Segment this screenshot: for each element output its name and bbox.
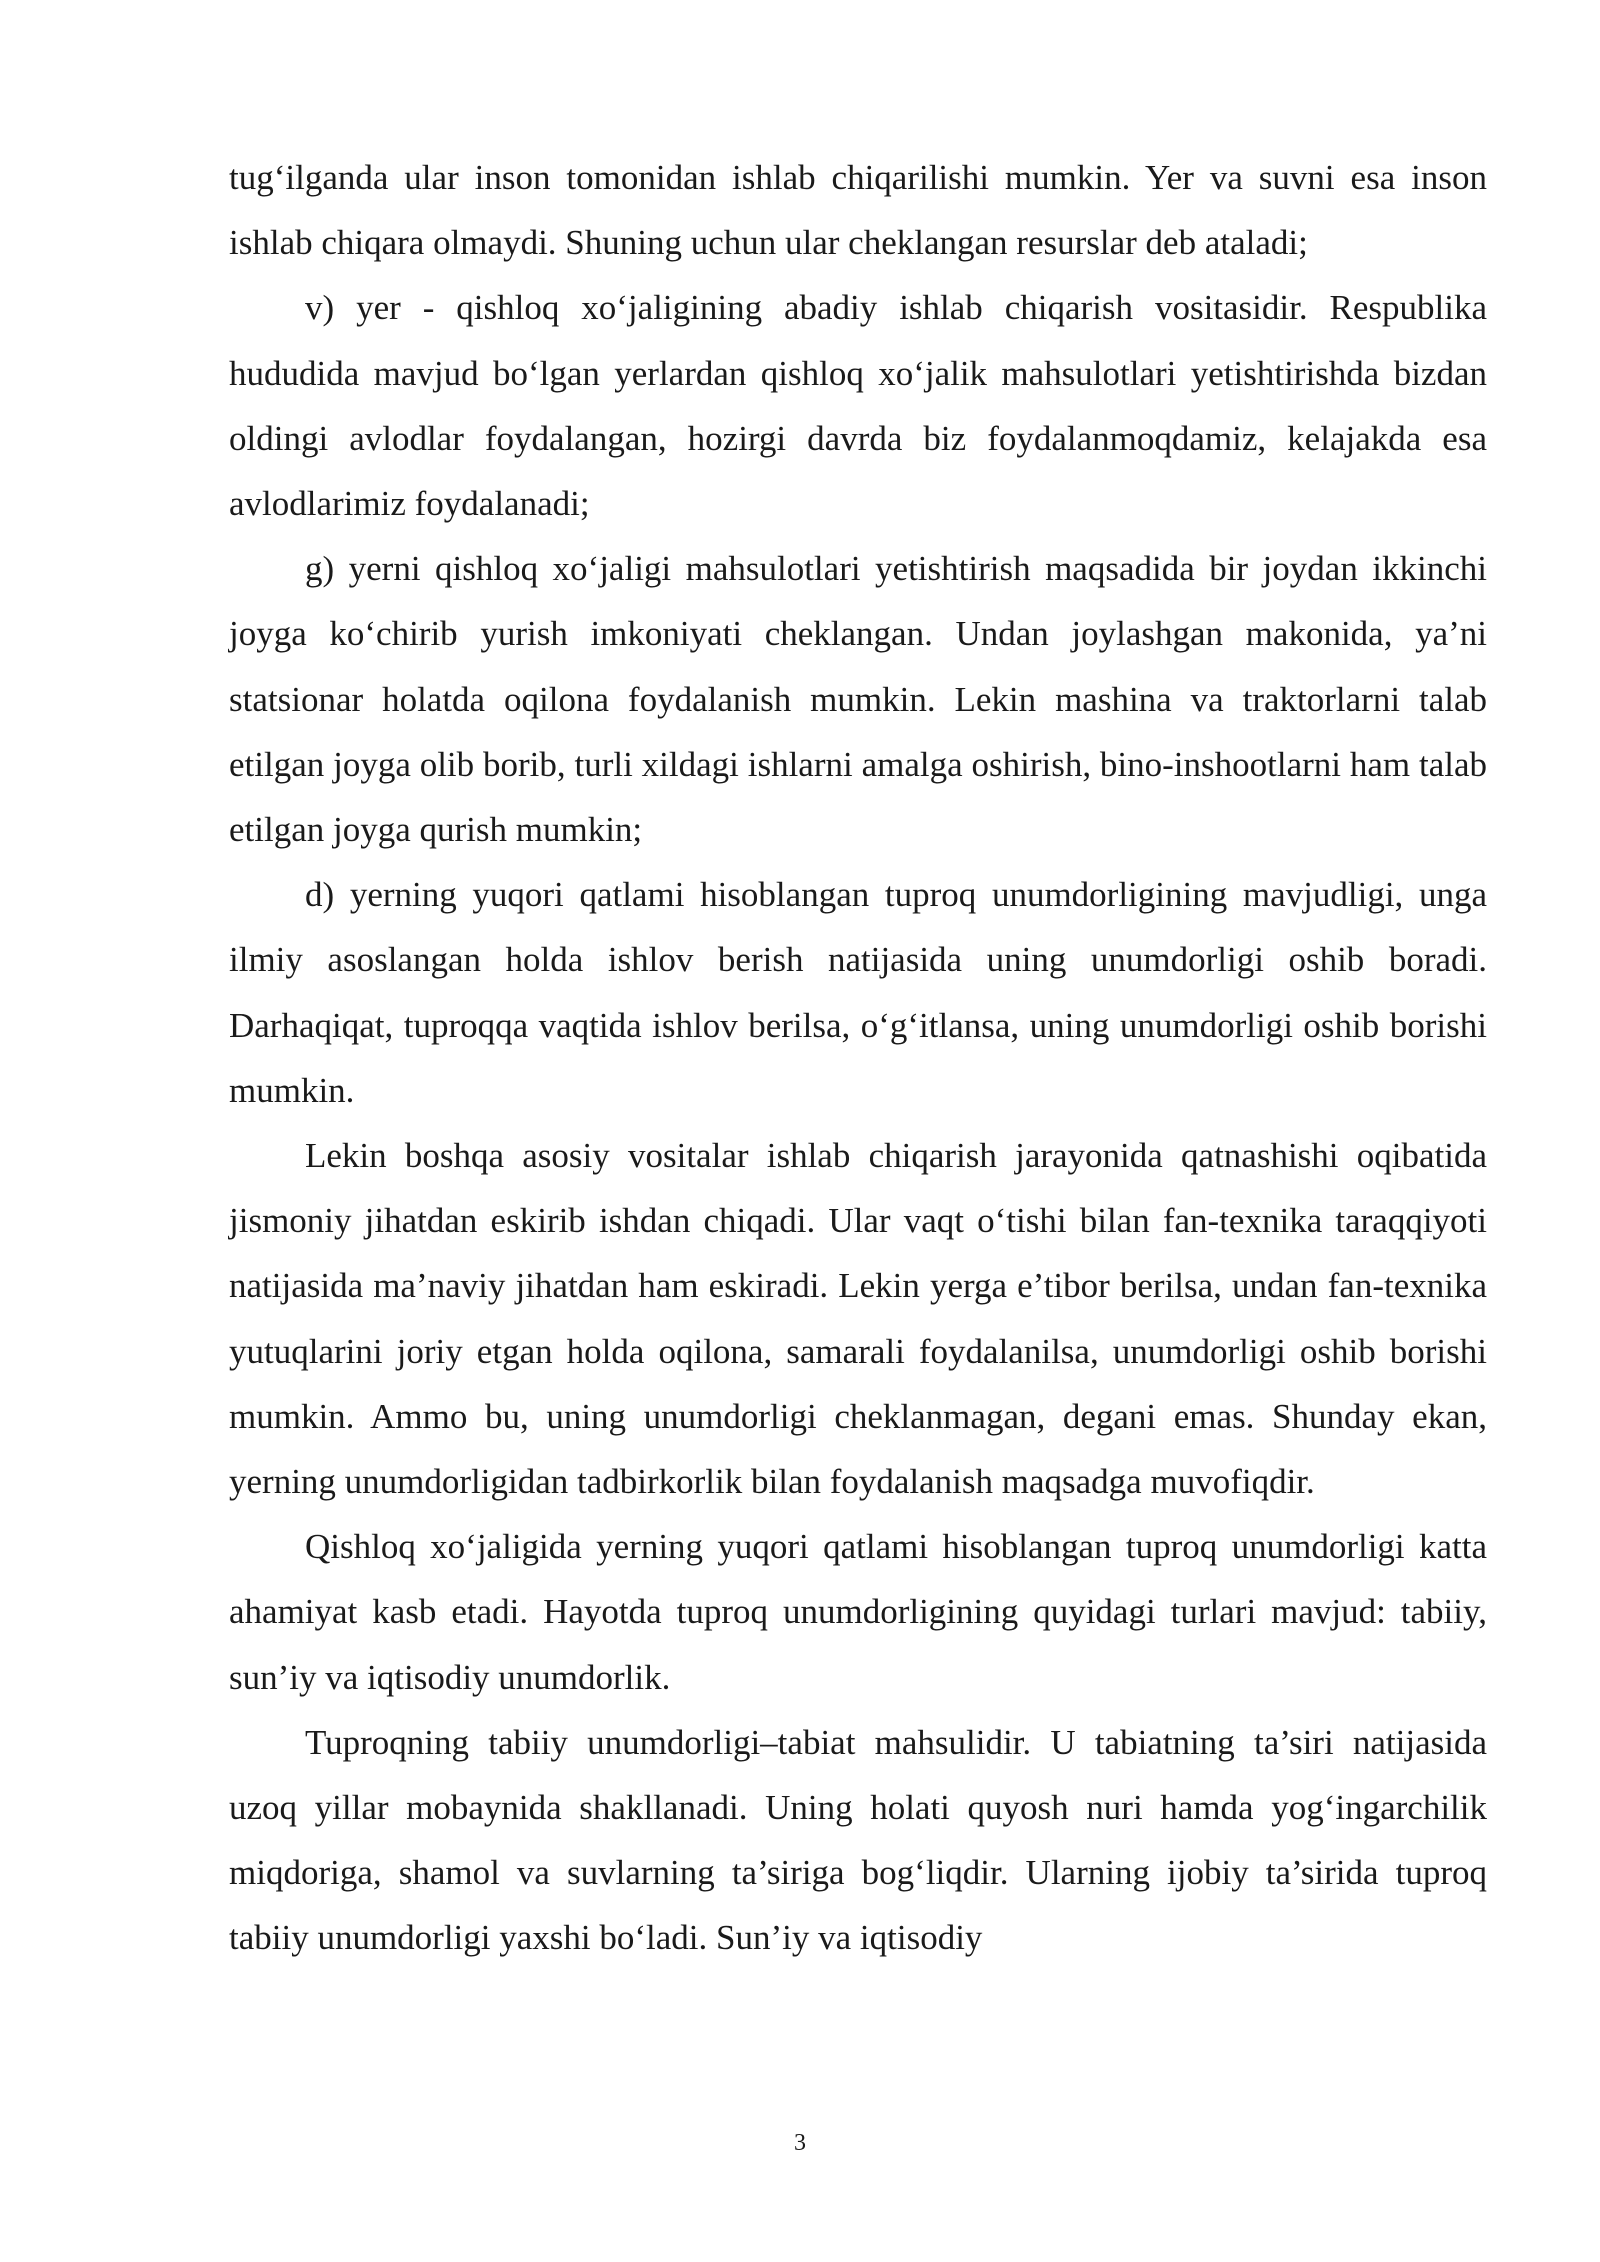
paragraph-item-d: d) yerning yuqori qatlami hisoblangan tuproq unumdorligining mavjudligi, unga ilmiy asoslangan holda ishlov berish natijasida uning unumdorligi oshib boradi. Darhaqiqat, tuproqqa vaqtida ishlov berilsa, o‘g‘itlansa, uning unumdorligi oshib borishi mumkin.: [229, 875, 1487, 1110]
paragraph-continuation: tug‘ilganda ular inson tomonidan ishlab chiqarilishi mumkin. Yer va suvni esa inson ishlab chiqara olmaydi. Shuning uchun ular cheklangan resurslar deb ataladi;: [229, 158, 1487, 263]
paragraph-soil-fertility: Qishloq xo‘jaligida yerning yuqori qatlami hisoblangan tuproq unumdorligi katta ahamiyat kasb etadi. Hayotda tuproq unumdorligining quyidagi turlari mavjud: tabiiy, sun’iy va iqtisodiy unumdorlik.: [229, 1527, 1487, 1697]
paragraph-item-g: g) yerni qishloq xo‘jaligi mahsulotlari yetishtirish maqsadida bir joydan ikkinchi joyga ko‘chirib yurish imkoniyati cheklangan. Undan joylashgan makonida, ya’ni statsionar holatda oqilona foydalanish mumkin. Lekin mashina va traktorlarni talab etilgan joyga olib borib, turli xildagi ishlarni amalga oshirish, bino-inshootlarni ham talab etilgan joyga qurish mumkin;: [229, 549, 1487, 850]
paragraph-natural-fertility: Tuproqning tabiiy unumdorligi–tabiat mahsulidir. U tabiatning ta’siri natijasida uzoq yillar mobaynida shakllanadi. Uning holati quyosh nuri hamda yog‘ingarchilik miqdoriga, shamol va suvlarning ta’siriga bog‘liqdir. Ularning ijobiy ta’sirida tuproq tabiiy unumdorligi yaxshi bo‘ladi. Sun’iy va iqtisodiy: [229, 1722, 1487, 1958]
body-text: [229, 145, 1487, 1971]
paragraph-item-v: v) yer - qishloq xo‘jaligining abadiy ishlab chiqarish vositasidir. Respublika hududida mavjud bo‘lgan yerlardan qishloq xo‘jalik mahsulotlari yetishtirishda bizdan oldingi avlodlar foydalangan, hozirgi davrda biz foydalanmoqdamiz, kelajakda esa avlodlarimiz foydalanadi;: [229, 288, 1487, 524]
page-number: 3: [794, 2130, 806, 2156]
paragraph-depreciation: Lekin boshqa asosiy vositalar ishlab chiqarish jarayonida qatnashishi oqibatida jismoniy jihatdan eskirib ishdan chiqadi. Ular vaqt o‘tishi bilan fan-texnika taraqqiyoti natijasida ma’naviy jihatdan ham eskiradi. Lekin yerga e’tibor berilsa, undan fan-texnika yutuqlarini joriy etgan holda oqilona, samarali foydalanilsa, unumdorligi oshib borishi mumkin. Ammo bu, uning unumdorligi cheklanmagan, degani emas. Shunday ekan, yerning unumdorligidan tadbirkorlik bilan foydalanish maqsadga muvofiqdir.: [229, 1136, 1487, 1502]
